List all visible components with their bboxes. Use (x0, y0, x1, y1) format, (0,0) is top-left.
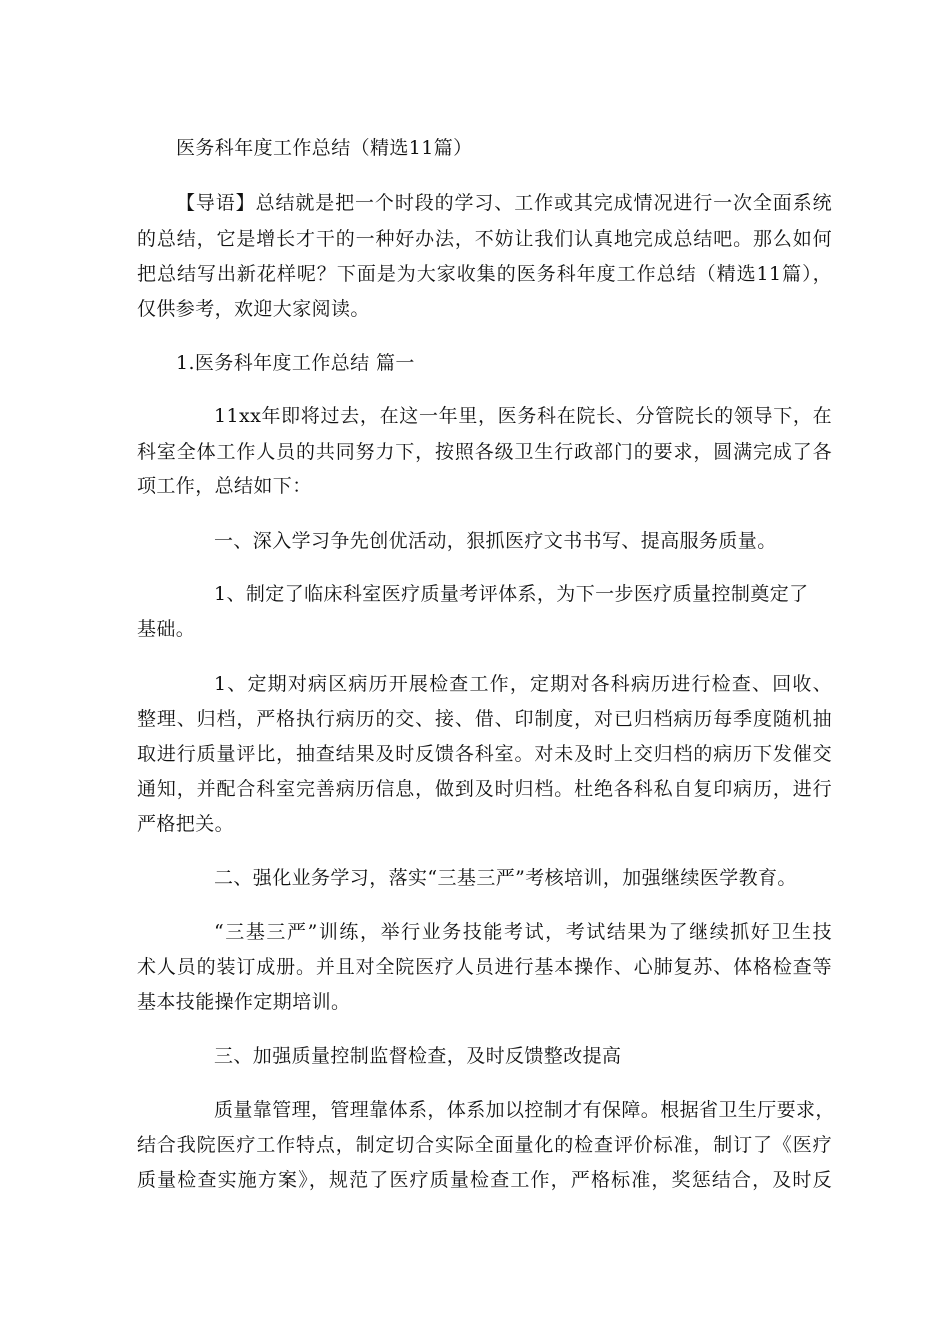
paragraph-line: 11xx年即将过去，在这一年里，医务科在院长、分管院长的领导下，在 (214, 405, 832, 427)
paragraph-line: 质量靠管理，管理靠体系，体系加以控制才有保障。根据省卫生厅要求， (214, 1099, 835, 1121)
document-title: 医务科年度工作总结（精选11篇） (176, 137, 473, 159)
paragraph-line: 通知，并配合科室完善病历信息，做到及时归档。杜绝各科私自复印病历，进行 (137, 778, 832, 800)
paragraph-line: 1、制定了临床科室医疗质量考评体系，为下一步医疗质量控制奠定了 (214, 583, 809, 605)
subheading-3: 三、加强质量控制监督检查，及时反馈整改提高 (214, 1045, 622, 1067)
subheading-1: 一、深入学习争先创优活动，狠抓医疗文书书写、提高服务质量。 (214, 530, 777, 552)
paragraph-line: 1、定期对病区病历开展检查工作，定期对各科病历进行检查、回收、 (214, 673, 832, 695)
intro-line: 仅供参考，欢迎大家阅读。 (137, 298, 370, 320)
paragraph-line: 基本技能操作定期培训。 (137, 991, 351, 1013)
paragraph-line: 整理、归档，严格执行病历的交、接、借、印制度，对已归档病历每季度随机抽 (137, 708, 832, 730)
paragraph-line: 科室全体工作人员的共同努力下，按照各级卫生行政部门的要求，圆满完成了各 (137, 441, 832, 463)
paragraph-line: 项工作，总结如下： (137, 475, 312, 497)
paragraph-line: 基础。 (137, 618, 196, 640)
intro-line: 的总结，它是增长才干的一种好办法，不妨让我们认真地完成总结吧。那么如何 (137, 228, 832, 250)
paragraph-line: 质量检查实施方案》，规范了医疗质量检查工作，严格标准，奖惩结合，及时反 (137, 1169, 832, 1191)
intro-line: 把总结写出新花样呢？下面是为大家收集的医务科年度工作总结（精选11篇）， (137, 263, 832, 285)
section-heading: 1.医务科年度工作总结 篇一 (176, 352, 415, 374)
subheading-2: 二、强化业务学习，落实“三基三严”考核培训，加强继续医学教育。 (214, 867, 797, 889)
intro-line: 【导语】总结就是把一个时段的学习、工作或其完成情况进行一次全面系统 (176, 192, 832, 214)
paragraph-line: 术人员的装订成册。并且对全院医疗人员进行基本操作、心肺复苏、体格检查等 (137, 956, 832, 978)
paragraph-line: “三基三严”训练，举行业务技能考试，考试结果为了继续抓好卫生技 (214, 921, 832, 943)
paragraph-line: 严格把关。 (137, 813, 235, 835)
paragraph-line: 结合我院医疗工作特点，制定切合实际全面量化的检查评价标准，制订了《医疗 (137, 1134, 832, 1156)
paragraph-line: 取进行质量评比，抽查结果及时反馈各科室。对未及时上交归档的病历下发催交 (137, 743, 832, 765)
